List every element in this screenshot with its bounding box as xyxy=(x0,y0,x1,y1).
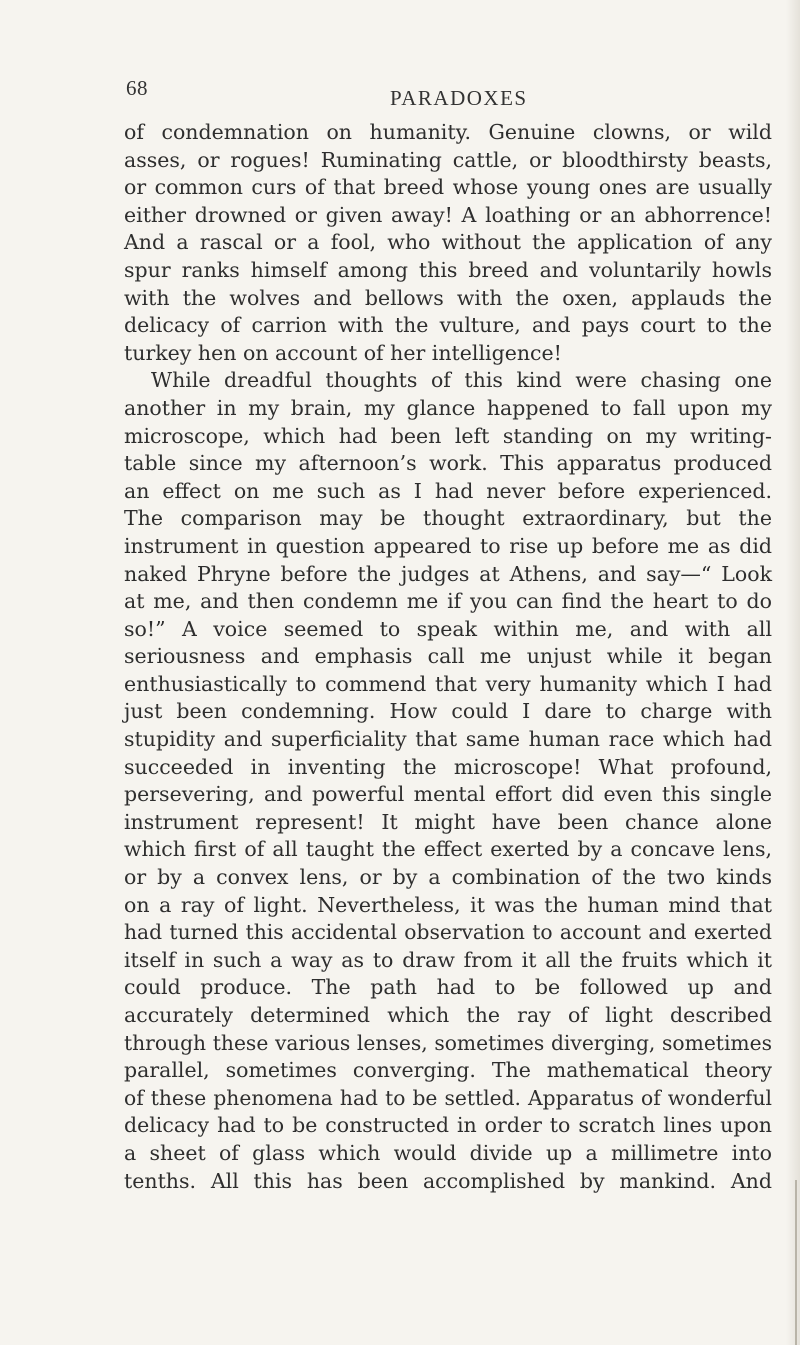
text-line: had turned this accidental observation to account and exerted xyxy=(124,920,772,945)
text-line: itself in such a way as to draw from it all the fruits which it xyxy=(124,947,772,972)
text-line: naked Phryne before the judges at Athens, and say—“ Look xyxy=(124,561,772,586)
text-line: asses, or rogues! Ruminating cattle, or bloodthirsty beasts, xyxy=(124,147,772,172)
text-line: succeeded in inventing the microscope! What profound, xyxy=(124,754,772,779)
text-line: persevering, and powerful mental effort did even this single xyxy=(124,782,772,807)
text-line: an effect on me such as I had never before experienced. xyxy=(124,478,772,503)
text-line: a sheet of glass which would divide up a millimetre into xyxy=(124,1140,772,1165)
text-line: seriousness and emphasis call me unjust while it began xyxy=(124,644,772,669)
text-line: spur ranks himself among this breed and voluntarily howls xyxy=(124,257,772,282)
text-line: could produce. The path had to be followed up and xyxy=(124,975,772,1000)
text-line: which first of all taught the effect exerted by a concave lens, xyxy=(124,837,772,862)
text-line: delicacy of carrion with the vulture, and pays court to the xyxy=(124,313,772,338)
text-line: another in my brain, my glance happened to fall upon my xyxy=(124,395,772,420)
page-number: 68 xyxy=(126,76,148,100)
text-line: either drowned or given away! A loathing or an abhorrence! xyxy=(124,202,772,227)
text-line: accurately determined which the ray of light described xyxy=(124,1003,772,1027)
text-line: And a rascal or a fool, who without the application of any xyxy=(124,230,772,255)
text-line: instrument in question appeared to rise up before me as did xyxy=(124,533,772,558)
text-line: so!” A voice seemed to speak within me, and with all xyxy=(124,616,772,641)
text-line: instrument represent! It might have been chance alone xyxy=(124,809,772,834)
text-line: of condemnation on humanity. Genuine clowns, or wild xyxy=(124,120,772,144)
text-line: While dreadful thoughts of this kind were chasing one xyxy=(151,368,772,393)
text-line: stupidity and superficiality that same human race which had xyxy=(124,727,772,752)
text-line: just been condemning. How could I dare to charge with xyxy=(124,699,772,724)
text-line: of these phenomena had to be settled. Apparatus of wonderful xyxy=(124,1085,772,1110)
page-header xyxy=(0,76,800,116)
text-line: The comparison may be thought extraordinary, but the xyxy=(124,506,772,531)
text-line: turkey hen on account of her intelligence! xyxy=(124,340,562,365)
text-line: on a ray of light. Nevertheless, it was the human mind that xyxy=(124,892,772,917)
running-head: PARADOXES xyxy=(390,86,528,110)
text-line: microscope, which had been left standing on my writing- xyxy=(124,423,772,448)
text-line: through these various lenses, sometimes diverging, sometimes xyxy=(124,1030,772,1055)
text-line: or by a convex lens, or by a combination of the two kinds xyxy=(124,865,772,890)
text-line: delicacy had to be constructed in order to scratch lines upon xyxy=(124,1113,772,1138)
text-line: enthusiastically to commend that very humanity which I had xyxy=(124,671,772,696)
text-line: or common curs of that breed whose young ones are usually xyxy=(124,175,772,200)
text-line: parallel, sometimes converging. The mathematical theory xyxy=(124,1058,772,1083)
text-line: table since my afternoon’s work. This apparatus produced xyxy=(124,451,772,476)
body-text xyxy=(124,119,772,1195)
text-line: with the wolves and bellows with the oxen, applauds the xyxy=(124,285,772,310)
text-line: at me, and then condemn me if you can find the heart to do xyxy=(124,589,772,614)
page-edge-shadow xyxy=(786,0,800,1345)
text-line: tenths. All this has been accomplished by mankind. And xyxy=(124,1168,772,1193)
page-edge-line xyxy=(795,1180,797,1345)
